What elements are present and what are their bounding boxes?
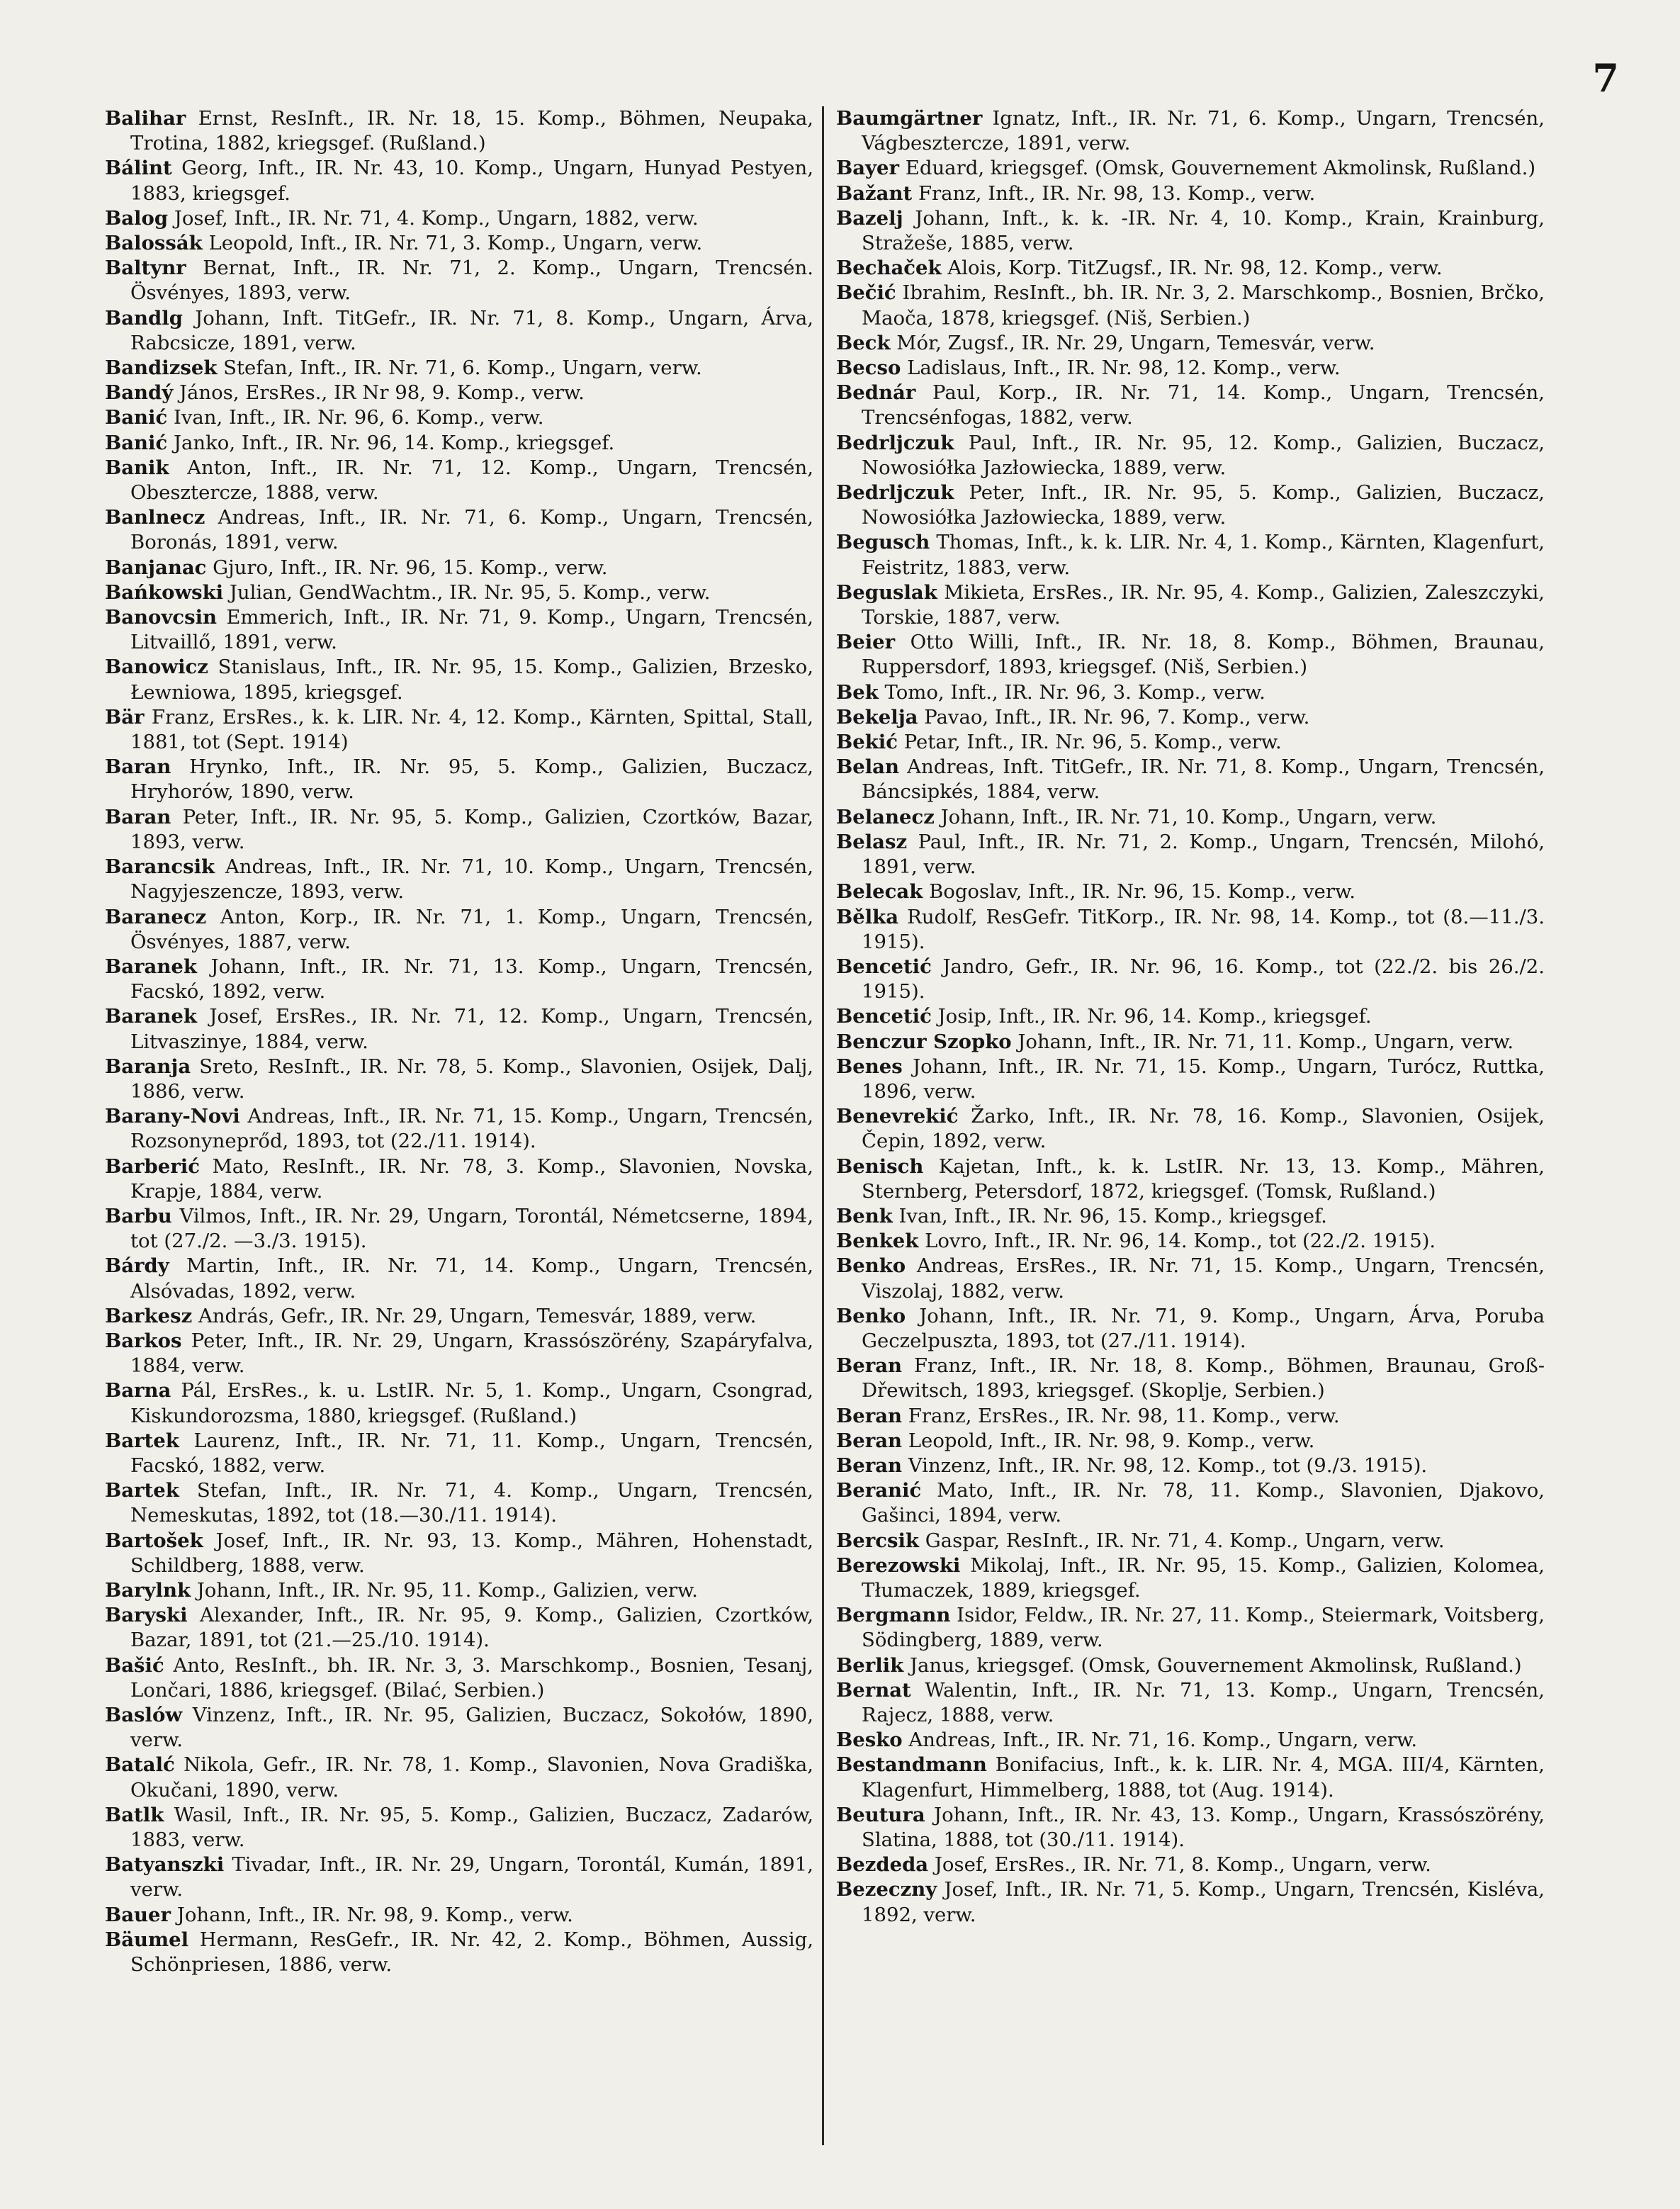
register-entry [105,1429,813,1478]
entry-details: Emmerich, Inft., IR. Nr. 71, 9. Komp., Ungarn, Trencsén, Litvaillő, 1891, verw. [130,606,814,654]
entry-details: Johann, Inft., IR. Nr. 71, 10. Komp., Ungarn, verw. [940,805,1437,828]
entry-surname: Bayer [836,157,900,180]
entry-surname: Bartek [105,1429,179,1452]
entry-surname: Bernat [836,1678,911,1702]
entry-details: Peter, Inft., IR. Nr. 95, 5. Komp., Galizien, Buczacz, Nowosiółka Jazłowiecka, 1889, verw. [862,481,1545,529]
entry-details: Peter, Inft., IR. Nr. 95, 5. Komp., Galizien, Czortków, Bazar, 1893, verw. [130,805,813,853]
entry-surname: Batyanszki [105,1853,225,1877]
register-entry [836,1728,1545,1753]
entry-surname: Bercsik [836,1529,919,1552]
entry-details: Josef, ErsRes., IR. Nr. 71, 12. Komp., Ungarn, Trencsén, Litvaszinye, 1884, verw. [130,1005,813,1053]
register-entry [105,605,813,655]
entry-details: Rudolf, ResGefr. TitKorp., IR. Nr. 98, 14. Komp., tot (8.—11./3. 1915). [862,905,1545,953]
entry-surname: Baranek [105,1005,197,1028]
register-entry [105,456,813,505]
entry-details: Thomas, Inft., k. k. LIR. Nr. 4, 1. Komp., Kärnten, Klagenfurt, Feistritz, 1883, verw. [862,531,1545,579]
register-entry [105,1154,813,1204]
entry-details: Alois, Korp. TitZugsf., IR. Nr. 98, 12. Komp., verw. [947,257,1443,280]
entry-details: Josip, Inft., IR. Nr. 96, 14. Komp., kriegsgef. [937,1005,1372,1028]
register-entry [836,955,1545,1004]
entry-surname: Bečić [836,281,896,305]
register-entry [105,1903,813,1928]
entry-details: Josef, Inft., IR. Nr. 71, 4. Komp., Ungarn, 1882, verw. [174,206,699,230]
register-entry [836,905,1545,955]
entry-details: Johann, Inft., IR. Nr. 71, 15. Komp., Ungarn, Turócz, Ruttka, 1896, verw. [862,1055,1545,1103]
register-entry [836,530,1545,580]
entry-details: Andreas, ErsRes., IR. Nr. 71, 15. Komp., Ungarn, Trencsén, Viszolaj, 1882, verw. [862,1254,1545,1303]
entry-details: Andreas, Inft., IR. Nr. 71, 16. Komp., Ungarn, verw. [908,1729,1418,1752]
entry-details: Laurenz, Inft., IR. Nr. 71, 11. Komp., Ungarn, Trencsén, Facskó, 1882, verw. [130,1429,813,1477]
entry-details: Nikola, Gefr., IR. Nr. 78, 1. Komp., Slavonien, Nova Gradiška, Okučani, 1890, verw. [130,1753,813,1802]
entry-surname: Bednár [836,381,916,405]
entry-details: Mikieta, ErsRes., IR. Nr. 95, 4. Komp., Galizien, Zaleszczyki, Torskie, 1887, verw. [862,580,1545,629]
entry-surname: Batlk [105,1803,164,1826]
entry-details: Johann, Inft., IR. Nr. 71, 9. Komp., Ungarn, Árva, Poruba Geczelpuszta, 1893, tot (27./11. 1914). [862,1304,1545,1352]
register-entry [105,1329,813,1378]
entry-surname: Beutura [836,1803,925,1826]
register-entry [105,405,813,430]
register-entry [105,1853,813,1902]
entry-details: Johann, Inft. TitGefr., IR. Nr. 71, 8. Komp., Ungarn, Árva, Rabcsicze, 1891, verw. [130,306,814,354]
register-entry [836,755,1545,804]
entry-surname: Banovcsin [105,606,218,629]
entry-details: Vinzenz, Inft., IR. Nr. 95, Galizien, Buczacz, Sokołów, 1890, verw. [130,1704,813,1752]
entry-surname: Barbu [105,1204,172,1227]
entry-details: Isidor, Feldw., IR. Nr. 27, 11. Komp., Steiermark, Voitsberg, Södingberg, 1889, verw. [862,1604,1545,1652]
register-entry [105,1104,813,1154]
entry-surname: Bandlg [105,306,183,330]
register-entry [105,805,813,855]
entry-details: Otto Willi, Inft., IR. Nr. 18, 8. Komp., Böhmen, Braunau, Ruppersdorf, 1893, kriegsgef. (Niš, Serbien.) [862,631,1545,679]
entry-surname: Beran [836,1429,903,1452]
entry-details: János, ErsRes., IR Nr 98, 9. Komp., verw. [179,381,585,405]
register-entry [836,1154,1545,1204]
register-entry [836,1004,1545,1029]
entry-surname: Baranek [105,955,197,978]
entry-surname: Benk [836,1204,893,1227]
entry-details: Franz, Inft., IR. Nr. 98, 13. Komp., verw. [918,181,1316,205]
register-entry [836,730,1545,755]
entry-details: Mór, Zugsf., IR. Nr. 29, Ungarn, Temesvár, verw. [896,331,1375,354]
entry-surname: Barylnk [105,1578,191,1602]
entry-surname: Benko [836,1304,906,1327]
register-entry [105,256,813,305]
entry-surname: Bestandmann [836,1753,987,1777]
entry-surname: Bezeczny [836,1878,937,1901]
entry-surname: Banik [105,456,169,479]
entry-details: Janko, Inft., IR. Nr. 96, 14. Komp., kriegsgef. [174,431,615,454]
entry-surname: Bechaček [836,257,942,280]
entry-details: Stefan, Inft., IR. Nr. 71, 6. Komp., Ungarn, verw. [223,356,702,380]
entry-surname: Baran [105,805,171,828]
entry-details: Johann, Inft., IR. Nr. 98, 9. Komp., verw. [176,1903,573,1926]
register-entry [105,1304,813,1329]
entry-details: Stefan, Inft., IR. Nr. 71, 4. Komp., Ungarn, Trencsén, Nemeskutas, 1892, tot (18.—30./11. 1914). [130,1479,813,1527]
entry-details: Josef, Inft., IR. Nr. 71, 5. Komp., Ungarn, Trencsén, Kisléva, 1892, verw. [862,1878,1545,1926]
entry-details: Anton, Inft., IR. Nr. 71, 12. Komp., Ungarn, Trencsén, Obesztercze, 1888, verw. [130,456,814,505]
entry-surname: Bartošek [105,1529,203,1552]
entry-surname: Bek [836,680,879,704]
register-entry [836,156,1545,181]
entry-details: Lovro, Inft., IR. Nr. 96, 14. Komp., tot (22./2. 1915). [925,1230,1436,1253]
entry-details: Ignatz, Inft., IR. Nr. 71, 6. Komp., Ungarn, Trencsén, Vágbeszterczе, 1891, verw. [862,107,1545,155]
entry-surname: Besko [836,1729,903,1752]
entry-surname: Belan [836,755,899,779]
register-entry [105,106,813,156]
register-entry [105,1603,813,1653]
register-entry [836,1603,1545,1653]
entry-details: Ivan, Inft., IR. Nr. 96, 15. Komp., kriegsgef. [898,1204,1327,1227]
register-entry [836,1653,1545,1678]
register-entry [836,381,1545,430]
register-entry [836,206,1545,256]
entry-surname: Benkek [836,1230,919,1253]
entry-details: Walentin, Inft., IR. Nr. 71, 13. Komp., Ungarn, Trencsén, Rajecz, 1888, verw. [862,1678,1545,1726]
entry-surname: Baslów [105,1704,183,1726]
register-entry [836,1803,1545,1853]
entry-surname: Baryski [105,1604,188,1627]
register-entry [105,1653,813,1703]
entry-details: Stanislaus, Inft., IR. Nr. 95, 15. Komp., Galizien, Brzesko, Łewniowa, 1895, kriegsgef. [130,656,813,704]
entry-surname: Banjanac [105,556,207,579]
register-entry [836,281,1545,330]
register-entry [836,1877,1545,1927]
entry-surname: Bäumel [105,1928,189,1951]
entry-details: Vilmos, Inft., IR. Nr. 29, Ungarn, Torontál, Németcserne, 1894, tot (27./2. —3./3. 1915). [130,1204,813,1253]
register-entry [105,1204,813,1254]
entry-details: Hrynko, Inft., IR. Nr. 95, 5. Komp., Galizien, Buczacz, Hryhorów, 1890, verw. [130,755,813,804]
register-entry [836,331,1545,356]
entry-surname: Benisch [836,1154,924,1178]
entry-details: Vinzenz, Inft., IR. Nr. 98, 12. Komp., tot (9./3. 1915). [908,1454,1428,1477]
entry-details: Petar, Inft., IR. Nr. 96, 5. Komp., verw. [903,731,1282,754]
register-entry [836,1229,1545,1254]
entry-surname: Baraneсz [105,905,207,928]
register-entry [836,1429,1545,1454]
entry-details: Hermann, ResGefr., IR. Nr. 42, 2. Komp., Böhmen, Aussig, Schönpriesen, 1886, verw. [130,1928,813,1977]
entry-details: Eduard, kriegsgef. (Omsk, Gouvernement Akmolinsk, Rußland.) [905,157,1536,180]
entry-surname: Becso [836,356,901,380]
register-entry [836,1553,1545,1603]
entry-surname: Banowicz [105,656,208,679]
entry-surname: Belanecz [836,805,935,828]
register-entry [105,1378,813,1428]
entry-details: Kajetan, Inft., k. k. LstIR. Nr. 13, 13. Komp., Mähren, Sternberg, Petersdorf, 1872, kriegsgef. (Tomsk, Rußland.) [862,1154,1545,1203]
entry-surname: Bergmann [836,1604,951,1627]
entry-details: András, Gefr., IR. Nr. 29, Ungarn, Temesvár, 1889, verw. [198,1304,757,1327]
entry-details: Johann, Inft., IR. Nr. 95, 11. Komp., Galizien, verw. [196,1578,699,1602]
entry-surname: Bašić [105,1653,164,1677]
entry-surname: Beran [836,1454,903,1477]
register-entry [836,480,1545,530]
register-entry [105,431,813,456]
entry-surname: Baltynr [105,257,186,280]
entry-details: Pál, ErsRes., k. u. LstIR. Nr. 5, 1. Komp., Ungarn, Csongrad, Kiskundorozsma, 1880, kriegsgef. (Rußland.) [130,1379,813,1427]
entry-surname: Balossák [105,232,203,255]
register-entry [105,855,813,904]
entry-details: Johann, Inft., k. k. -IR. Nr. 4, 10. Komp., Krain, Krainburg, Stražeše, 1885, verw. [862,206,1545,255]
entry-surname: Bazelj [836,206,903,230]
entry-details: Bogoslav, Inft., IR. Nr. 96, 15. Komp., verw. [929,880,1355,904]
entry-details: Mikolaj, Inft., IR. Nr. 95, 15. Komp., Galizien, Kolomea, Tłumaczek, 1889, kriegsgef. [862,1553,1545,1602]
entry-surname: Banlnecz [105,506,205,529]
register-entry [836,830,1545,879]
entry-surname: Beran [836,1404,903,1427]
entry-details: Mato, Inft., IR. Nr. 78, 11. Komp., Slavonien, Djakovo, Gašinci, 1894, verw. [862,1479,1545,1527]
entry-surname: Bauer [105,1903,171,1926]
register-entry [836,680,1545,705]
register-entry [836,1304,1545,1354]
register-entry [105,580,813,605]
entry-surname: Benczur Szopko [836,1030,1012,1053]
register-entry [836,256,1545,281]
register-entry [105,1803,813,1853]
entry-details: Ladislaus, Inft., IR. Nr. 98, 12. Komp., verw. [907,356,1341,380]
entry-surname: Barberić [105,1154,200,1178]
entry-details: Sreto, ResInft., IR. Nr. 78, 5. Komp., Slavonien, Osijek, Dalj, 1886, verw. [130,1055,813,1103]
register-entry [836,1354,1545,1403]
register-entry [836,1404,1545,1429]
register-entry [105,755,813,804]
entry-details: Johann, Inft., IR. Nr. 71, 11. Komp., Ungarn, verw. [1017,1030,1514,1053]
entry-details: Franz, Inft., IR. Nr. 18, 8. Komp., Böhmen, Braunau, Groß-Dřewitsch, 1893, kriegsgef. (Skoplje, Serbien.) [862,1354,1545,1403]
register-entry [105,156,813,206]
register-entry [105,1703,813,1753]
entry-surname: Balog [105,206,169,230]
entry-surname: Belasz [836,830,908,853]
entry-surname: Bencetić [836,955,932,978]
entry-details: Leopold, Inft., IR. Nr. 71, 3. Komp., Ungarn, verw. [208,232,703,255]
register-entry [836,1478,1545,1528]
entry-details: Gjuro, Inft., IR. Nr. 96, 15. Komp., verw. [213,556,608,579]
entry-surname: Benevrekić [836,1105,959,1128]
entry-details: Pavao, Inft., IR. Nr. 96, 7. Komp., verw. [924,705,1310,729]
entry-surname: Baran [105,755,171,779]
entry-details: Mato, ResInft., IR. Nr. 78, 3. Komp., Slavonien, Novska, Krapje, 1884, verw. [130,1154,813,1203]
entry-details: Andreas, Inft., IR. Nr. 71, 15. Komp., Ungarn, Trencsén, Rozsonyneprőd, 1893, tot (22./11. 1914). [130,1105,813,1153]
entry-surname: Bárdy [105,1254,169,1278]
entry-details: Bernat, Inft., IR. Nr. 71, 2. Komp., Ungarn, Trencsén. Ösvényes, 1893, verw. [130,257,813,305]
entry-surname: Bálint [105,157,172,180]
entry-details: Ibrahim, ResInft., bh. IR. Nr. 3, 2. Marschkomp., Bosnien, Brčko, Maoča, 1878, kriegsgef. (Niš, Serbien.) [862,281,1545,330]
left-column [105,106,813,1977]
entry-surname: Barany-Novi [105,1105,240,1128]
entry-details: Julian, GendWachtm., IR. Nr. 95, 5. Komp., verw. [229,580,711,604]
entry-surname: Barkos [105,1329,182,1352]
entry-details: Johann, Inft., IR. Nr. 71, 13. Komp., Ungarn, Trencsén, Facskó, 1892, verw. [130,955,813,1004]
register-entry [836,805,1545,830]
entry-details: Paul, Inft., IR. Nr. 71, 2. Komp., Ungarn, Trencsén, Milohó, 1891, verw. [862,830,1545,879]
register-entry [836,1529,1545,1553]
entry-details: Leopold, Inft., IR. Nr. 98, 9. Komp., verw. [908,1429,1315,1452]
register-entry [836,1853,1545,1877]
entry-details: Anto, ResInft., bh. IR. Nr. 3, 3. Marschkomp., Bosnien, Tesanj, Lončari, 1886, kriegsgef. (Bilać, Serbien.) [130,1653,813,1702]
entry-details: Franz, ErsRes., IR. Nr. 98, 11. Komp., verw. [908,1404,1340,1427]
register-entry [105,505,813,555]
entry-surname: Belecak [836,880,923,904]
entry-details: Andreas, Inft., IR. Nr. 71, 6. Komp., Ungarn, Trencsén, Boronás, 1891, verw. [130,506,814,554]
entry-details: Tomo, Inft., IR. Nr. 96, 3. Komp., verw. [884,680,1265,704]
register-entry [836,1753,1545,1802]
register-entry [105,206,813,231]
register-entry [105,306,813,356]
entry-details: Georg, Inft., IR. Nr. 43, 10. Komp., Ungarn, Hunyad Pestyen, 1883, kriegsgef. [130,157,813,205]
entry-details: Johann, Inft., IR. Nr. 43, 13. Komp., Ungarn, Krassószörény, Slatina, 1888, tot (30./11. 1914). [862,1803,1545,1852]
entry-surname: Benko [836,1254,906,1278]
entry-surname: Bekelja [836,705,918,729]
entry-details: Andreas, Inft. TitGefr., IR. Nr. 71, 8. Komp., Ungarn, Trencsén, Báncsipkés, 1884, verw. [862,755,1545,804]
entry-surname: Bekić [836,731,898,754]
register-entry [836,1678,1545,1728]
column-divider [822,106,824,2145]
register-entry [836,879,1545,904]
entry-details: Andreas, Inft., IR. Nr. 71, 10. Komp., Ungarn, Trencsén, Nagyjeszencze, 1893, verw. [130,855,813,904]
register-entry [836,580,1545,630]
entry-details: Martin, Inft., IR. Nr. 71, 14. Komp., Ungarn, Trencsén, Alsóvadas, 1892, verw. [130,1254,813,1303]
entry-surname: Balihar [105,107,186,130]
register-entry [836,705,1545,730]
entry-surname: Bedrljczuk [836,481,954,505]
entry-surname: Berlik [836,1653,904,1677]
register-entry [105,381,813,405]
register-entry [105,1928,813,1977]
entry-surname: Beguslak [836,580,937,604]
register-entry [105,1529,813,1578]
register-entry [105,1055,813,1104]
entry-surname: Baranja [105,1055,191,1078]
entry-details: Anton, Korp., IR. Nr. 71, 1. Komp., Ungarn, Trencsén, Ösvényes, 1887, verw. [130,905,813,953]
entry-details: Josef, Inft., IR. Nr. 93, 13. Komp., Mähren, Hohenstadt, Schildberg, 1888, verw. [130,1529,814,1577]
entry-details: Tivadar, Inft., IR. Nr. 29, Ungarn, Torontál, Kumán, 1891, verw. [130,1853,814,1901]
entry-details: Žarko, Inft., IR. Nr. 78, 16. Komp., Slavonien, Osijek, Čepin, 1892, verw. [862,1105,1545,1153]
register-entry [836,1030,1545,1055]
entry-surname: Begusch [836,531,930,554]
entry-surname: Banić [105,431,168,454]
entry-details: Gaspar, ResInft., IR. Nr. 71, 4. Komp., Ungarn, verw. [925,1529,1445,1552]
entry-surname: Bencetić [836,1005,932,1028]
entry-surname: Baumgärtner [836,107,983,130]
entry-details: Alexander, Inft., IR. Nr. 95, 9. Komp., Galizien, Czortków, Bazar, 1891, tot (21.—25./10. 1914). [130,1604,813,1652]
entry-surname: Bažant [836,181,913,205]
register-entry [105,955,813,1004]
register-entry [105,655,813,704]
entry-surname: Batalć [105,1753,175,1777]
entry-surname: Bedrljczuk [836,431,954,454]
entry-surname: Bezdeda [836,1853,929,1877]
register-entry [836,630,1545,680]
entry-surname: Bělka [836,905,899,928]
entry-surname: Beier [836,631,896,654]
register-entry [836,1254,1545,1303]
entry-surname: Banić [105,406,168,429]
entry-details: Janus, kriegsgef. (Omsk, Gouvernement Akmolinsk, Rußland.) [909,1653,1522,1677]
register-entry [105,1254,813,1303]
entry-surname: Bartek [105,1479,179,1502]
entry-surname: Bandý [105,381,174,405]
register-entry [105,1478,813,1528]
entry-surname: Barkesz [105,1304,193,1327]
register-entry [836,1055,1545,1104]
register-entry [105,905,813,955]
entry-surname: Bańkowski [105,580,224,604]
register-entry [836,431,1545,480]
entry-details: Jandro, Gefr., IR. Nr. 96, 16. Komp., tot (22./2. bis 26./2. 1915). [862,955,1545,1004]
register-entry [836,1454,1545,1478]
register-entry [105,231,813,256]
register-entry [105,556,813,580]
register-entry [105,1578,813,1603]
entry-details: Ernst, ResInft., IR. Nr. 18, 15. Komp., Böhmen, Neupaka, Trotina, 1882, kriegsgef. (Rußland.) [130,107,813,155]
register-entry [105,1753,813,1802]
entry-details: Peter, Inft., IR. Nr. 29, Ungarn, Krassószörény, Szapáryfalva, 1884, verw. [130,1329,813,1378]
page-number: 7 [1592,55,1619,101]
entry-details: Franz, ErsRes., k. k. LIR. Nr. 4, 12. Komp., Kärnten, Spittal, Stall, 1881, tot (Sept. 1914) [130,705,813,754]
register-entry [836,1204,1545,1229]
register-entry [836,356,1545,381]
entry-surname: Bär [105,705,145,729]
register-entry [105,1004,813,1054]
register-entry [836,1104,1545,1154]
entry-details: Paul, Korp., IR. Nr. 71, 14. Komp., Ungarn, Trencsén, Trencsénfogas, 1882, verw. [862,381,1545,429]
entry-details: Paul, Inft., IR. Nr. 95, 12. Komp., Galizien, Buczacz, Nowosiółka Jazłowiecka, 1889, verw. [862,431,1545,479]
entry-surname: Bandizsek [105,356,218,380]
entry-details: Bonifacius, Inft., k. k. LIR. Nr. 4, MGA. III/4, Kärnten, Klagenfurt, Himmelberg, 1888, tot (Aug. 1914). [862,1753,1545,1802]
entry-surname: Beck [836,331,891,354]
register-entry [836,181,1545,206]
entry-surname: Berezowski [836,1553,961,1577]
entry-details: Ivan, Inft., IR. Nr. 96, 6. Komp., verw. [174,406,544,429]
register-entry [105,705,813,755]
entry-details: Wasil, Inft., IR. Nr. 95, 5. Komp., Galizien, Buczacz, Zadarów, 1883, verw. [130,1803,813,1852]
register-entry [105,356,813,381]
entry-surname: Beran [836,1354,903,1378]
right-column [836,106,1545,1928]
entry-surname: Beranić [836,1479,922,1502]
entry-surname: Barancsik [105,855,215,879]
entry-details: Josef, ErsRes., IR. Nr. 71, 8. Komp., Ungarn, verw. [934,1853,1431,1877]
entry-surname: Barna [105,1379,171,1403]
entry-surname: Benes [836,1055,903,1078]
register-entry [836,106,1545,156]
